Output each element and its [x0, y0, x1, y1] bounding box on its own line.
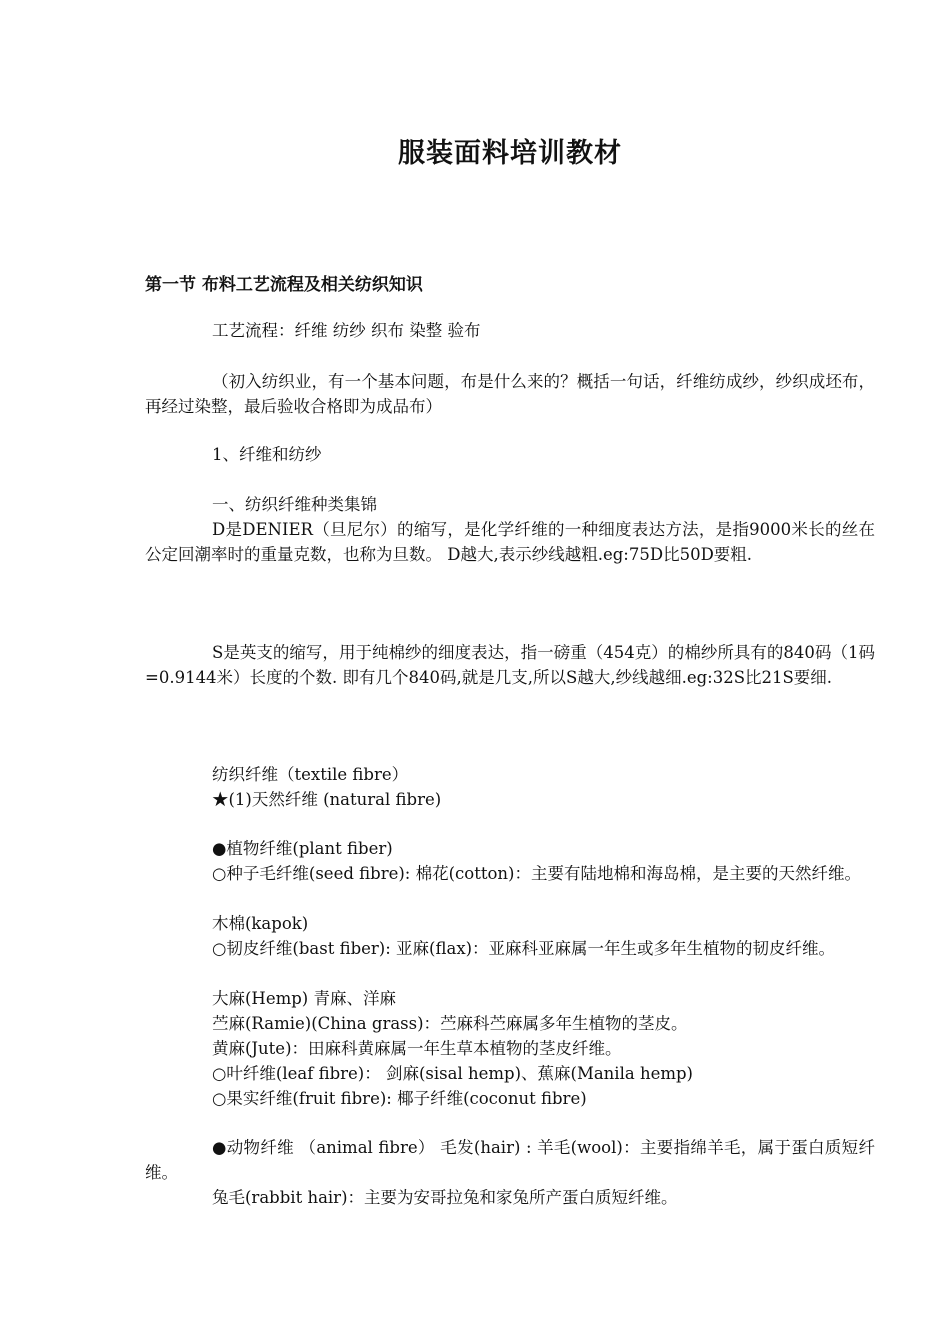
- paragraph-fiber-spinning: 1、纤维和纺纱: [212, 445, 322, 464]
- paragraph-plant-fiber: ●植物纤维(plant fiber): [212, 839, 393, 858]
- paragraph-seed-fibre: ○种子毛纤维(seed fibre): 棉花(cotton)：主要有陆地棉和海岛棉，是主要的天然纤维。: [212, 864, 861, 883]
- paragraph-natural-fibre: ★(1)天然纤维 (natural fibre): [212, 790, 442, 809]
- paragraph-fruit-fibre: ○果实纤维(fruit fibre): 椰子纤维(coconut fibre): [212, 1089, 587, 1108]
- paragraph-hemp: 大麻(Hemp) 青麻、洋麻: [212, 989, 396, 1008]
- paragraph-denier: D是DENIER（旦尼尔）的缩写，是化学纤维的一种细度表达方法，是指9000米长的丝在公定回潮率时的重量克数，也称为旦数。 D越大,表示纱线越粗.eg:75D比50D要粗.: [145, 520, 875, 564]
- paragraph-animal-fibre: ●动物纤维 （animal fibre） 毛发(hair) : 羊毛(wool)：主要指绵羊毛，属于蛋白质短纤维。: [145, 1138, 875, 1182]
- paragraph-english-count: S是英支的缩写，用于纯棉纱的细度表达，指一磅重（454克）的棉纱所具有的840码（1码=0.9144米）长度的个数. 即有几个840码,就是几支,所以S越大,纱线越细.eg:32S比21S要细.: [145, 643, 875, 687]
- paragraph-process: 工艺流程：纤维 纺纱 织布 染整 验布: [212, 321, 481, 340]
- document-title: 服装面料培训教材: [398, 138, 622, 169]
- paragraph-fiber-types: 一、纺织纤维种类集锦: [212, 495, 377, 514]
- section-heading: 第一节 布料工艺流程及相关纺织知识: [145, 275, 423, 295]
- paragraph-jute: 黄麻(Jute)：田麻科黄麻属一年生草本植物的茎皮纤维。: [212, 1039, 622, 1058]
- paragraph-textile-fibre: 纺织纤维（textile fibre）: [212, 765, 409, 784]
- paragraph-rabbit-hair: 兔毛(rabbit hair)：主要为安哥拉兔和家兔所产蛋白质短纤维。: [212, 1188, 678, 1207]
- paragraph-kapok: 木棉(kapok): [212, 914, 309, 933]
- paragraph-bast-fiber: ○韧皮纤维(bast fiber): 亚麻(flax)：亚麻科亚麻属一年生或多年生植物的韧皮纤维。: [212, 939, 836, 958]
- paragraph-ramie: 苎麻(Ramie)(China grass)：苎麻科苎麻属多年生植物的茎皮。: [212, 1014, 688, 1033]
- paragraph-intro: （初入纺织业，有一个基本问题，布是什么来的？概括一句话，纤维纺成纱，纱织成坯布，再经过染整，最后验收合格即为成品布）: [145, 372, 875, 416]
- paragraph-leaf-fibre: ○叶纤维(leaf fibre)： 剑麻(sisal hemp)、蕉麻(Manila hemp): [212, 1064, 693, 1083]
